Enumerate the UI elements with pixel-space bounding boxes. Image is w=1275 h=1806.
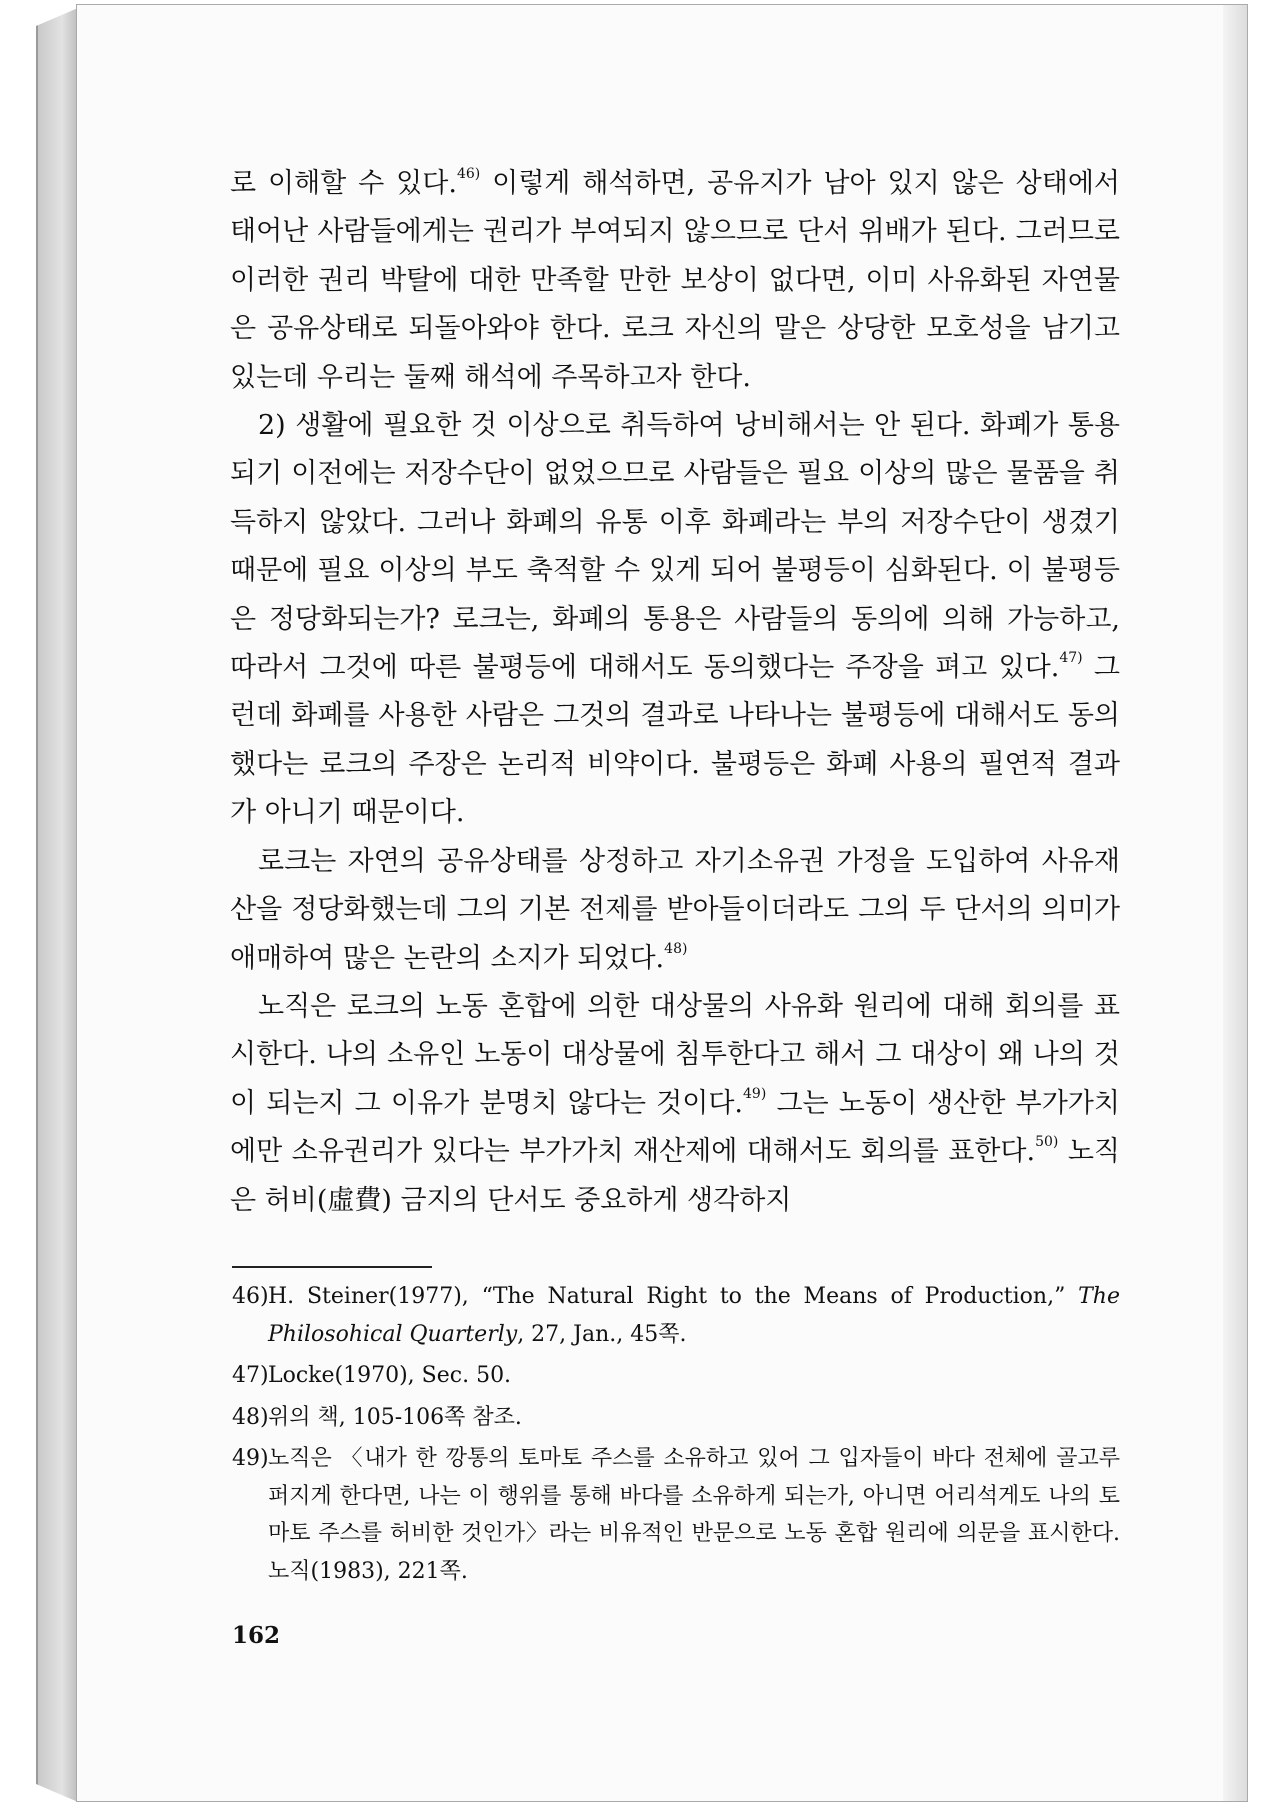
footnote-47: 47) Locke(1970), Sec. 50.: [232, 1363, 512, 1388]
paragraph-2: 2) 생활에 필요한 것 이상으로 취득하여 낭비해서는 안 된다. 화폐가 통용되기 이전에는 저장수단이 없었으므로 사람들은 필요 이상의 많은 물품을 취득하지 않았다. 그러나 화폐의 유통 이후 화폐라는 부의 저장수단이 생겼기 때문에 필요 이상의 부도 축적할 수 있게 되어 불평등이 심화된다. 이 불평등은 정당화되는가? 로크는, 화폐의 통용은 사람들의 동의에 의해 가능하고, 따라서 그것에 따른 불평등에 대해서도 동의했다는 주장을 펴고 있다.$^{47)}$ 그런데 화폐를 사용한 사람은 그것의 결과로 나타나는 불평등에 대해서도 동의했다는 로크의 주장은 논리적 비약이다. 불평등은 화폐 사용의 필연적 결과가 아니기 때문이다.: [230, 410, 1120, 829]
footnote-46: 46) H. Steiner(1977), “The Natural Right to the Means of Production,” The Philosohical Quarterly, 27, Jan., 45쪽.: [232, 1284, 1120, 1347]
main-text: [230, 160, 1120, 1225]
footnote-ref-48: 48): [664, 940, 688, 957]
footnotes: [232, 1278, 1120, 1594]
page-edge-shadow: [1223, 5, 1247, 1801]
footnote-divider: [232, 1266, 432, 1268]
journal-title: The Philosohical Quarterly: [268, 1284, 1120, 1347]
paragraph-3: 로크는 자연의 공유상태를 상정하고 자기소유권 가정을 도입하여 사유재산을 정당화했는데 그의 기본 전제를 받아들이더라도 그의 두 단서의 의미가 애매하여 많은 논란의 소지가 되었다.$^{48)}$: [230, 845, 1120, 974]
footnote-48: 48) 위의 책, 105-106쪽 참조.: [232, 1404, 522, 1430]
footnote-49: 49) 노직은 〈내가 한 깡통의 토마토 주스를 소유하고 있어 그 입자들이 바다 전체에 골고루 퍼지게 한다면, 나는 이 행위를 통해 바다를 소유하게 되는가, 아니면 어리석게도 나의 토마토 주스를 허비한 것인가〉라는 비유적인 반문으로 노동 혼합 원리에 의문을 표시한다. 노직(1983), 221쪽.: [232, 1446, 1120, 1584]
footnote-ref-50: 50): [1035, 1134, 1059, 1151]
paragraph-4: 노직은 로크의 노동 혼합에 의한 대상물의 사유화 원리에 대해 회의를 표시한다. 나의 소유인 노동이 대상물에 침투한다고 해서 그 대상이 왜 나의 것이 되는지 그 이유가 분명치 않다는 것이다.$^{49)}$ 그는 노동이 생산한 부가가치에만 소유권리가 있다는 부가가치 재산제에 대해서도 회의를 표한다.$^{50)}$ 노직은 허비(虛費) 금지의 단서도 중요하게 생각하지: [230, 990, 1120, 1216]
footnote-ref-47: 47): [1059, 650, 1083, 667]
book-spine-edge: [36, 8, 78, 1802]
footnote-ref-46: 46): [456, 166, 481, 182]
paragraph-1: 로 이해할 수 있다.$^{46)}$ 이렇게 해석하면, 공유지가 남아 있지 않은 상태에서 태어난 사람들에게는 권리가 부여되지 않으므로 단서 위배가 된다. 그러므로 이러한 권리 박탈에 대한 만족할 만한 보상이 없다면, 이미 사유화된 자연물은 공유상태로 되돌아와야 한다. 로크 자신의 말은 상당한 모호성을 남기고 있는데 우리는 둘째 해석에 주목하고자 한다.: [230, 166, 1120, 393]
page-number: 162: [232, 1622, 281, 1649]
footnote-ref-49: 49): [743, 1085, 767, 1102]
